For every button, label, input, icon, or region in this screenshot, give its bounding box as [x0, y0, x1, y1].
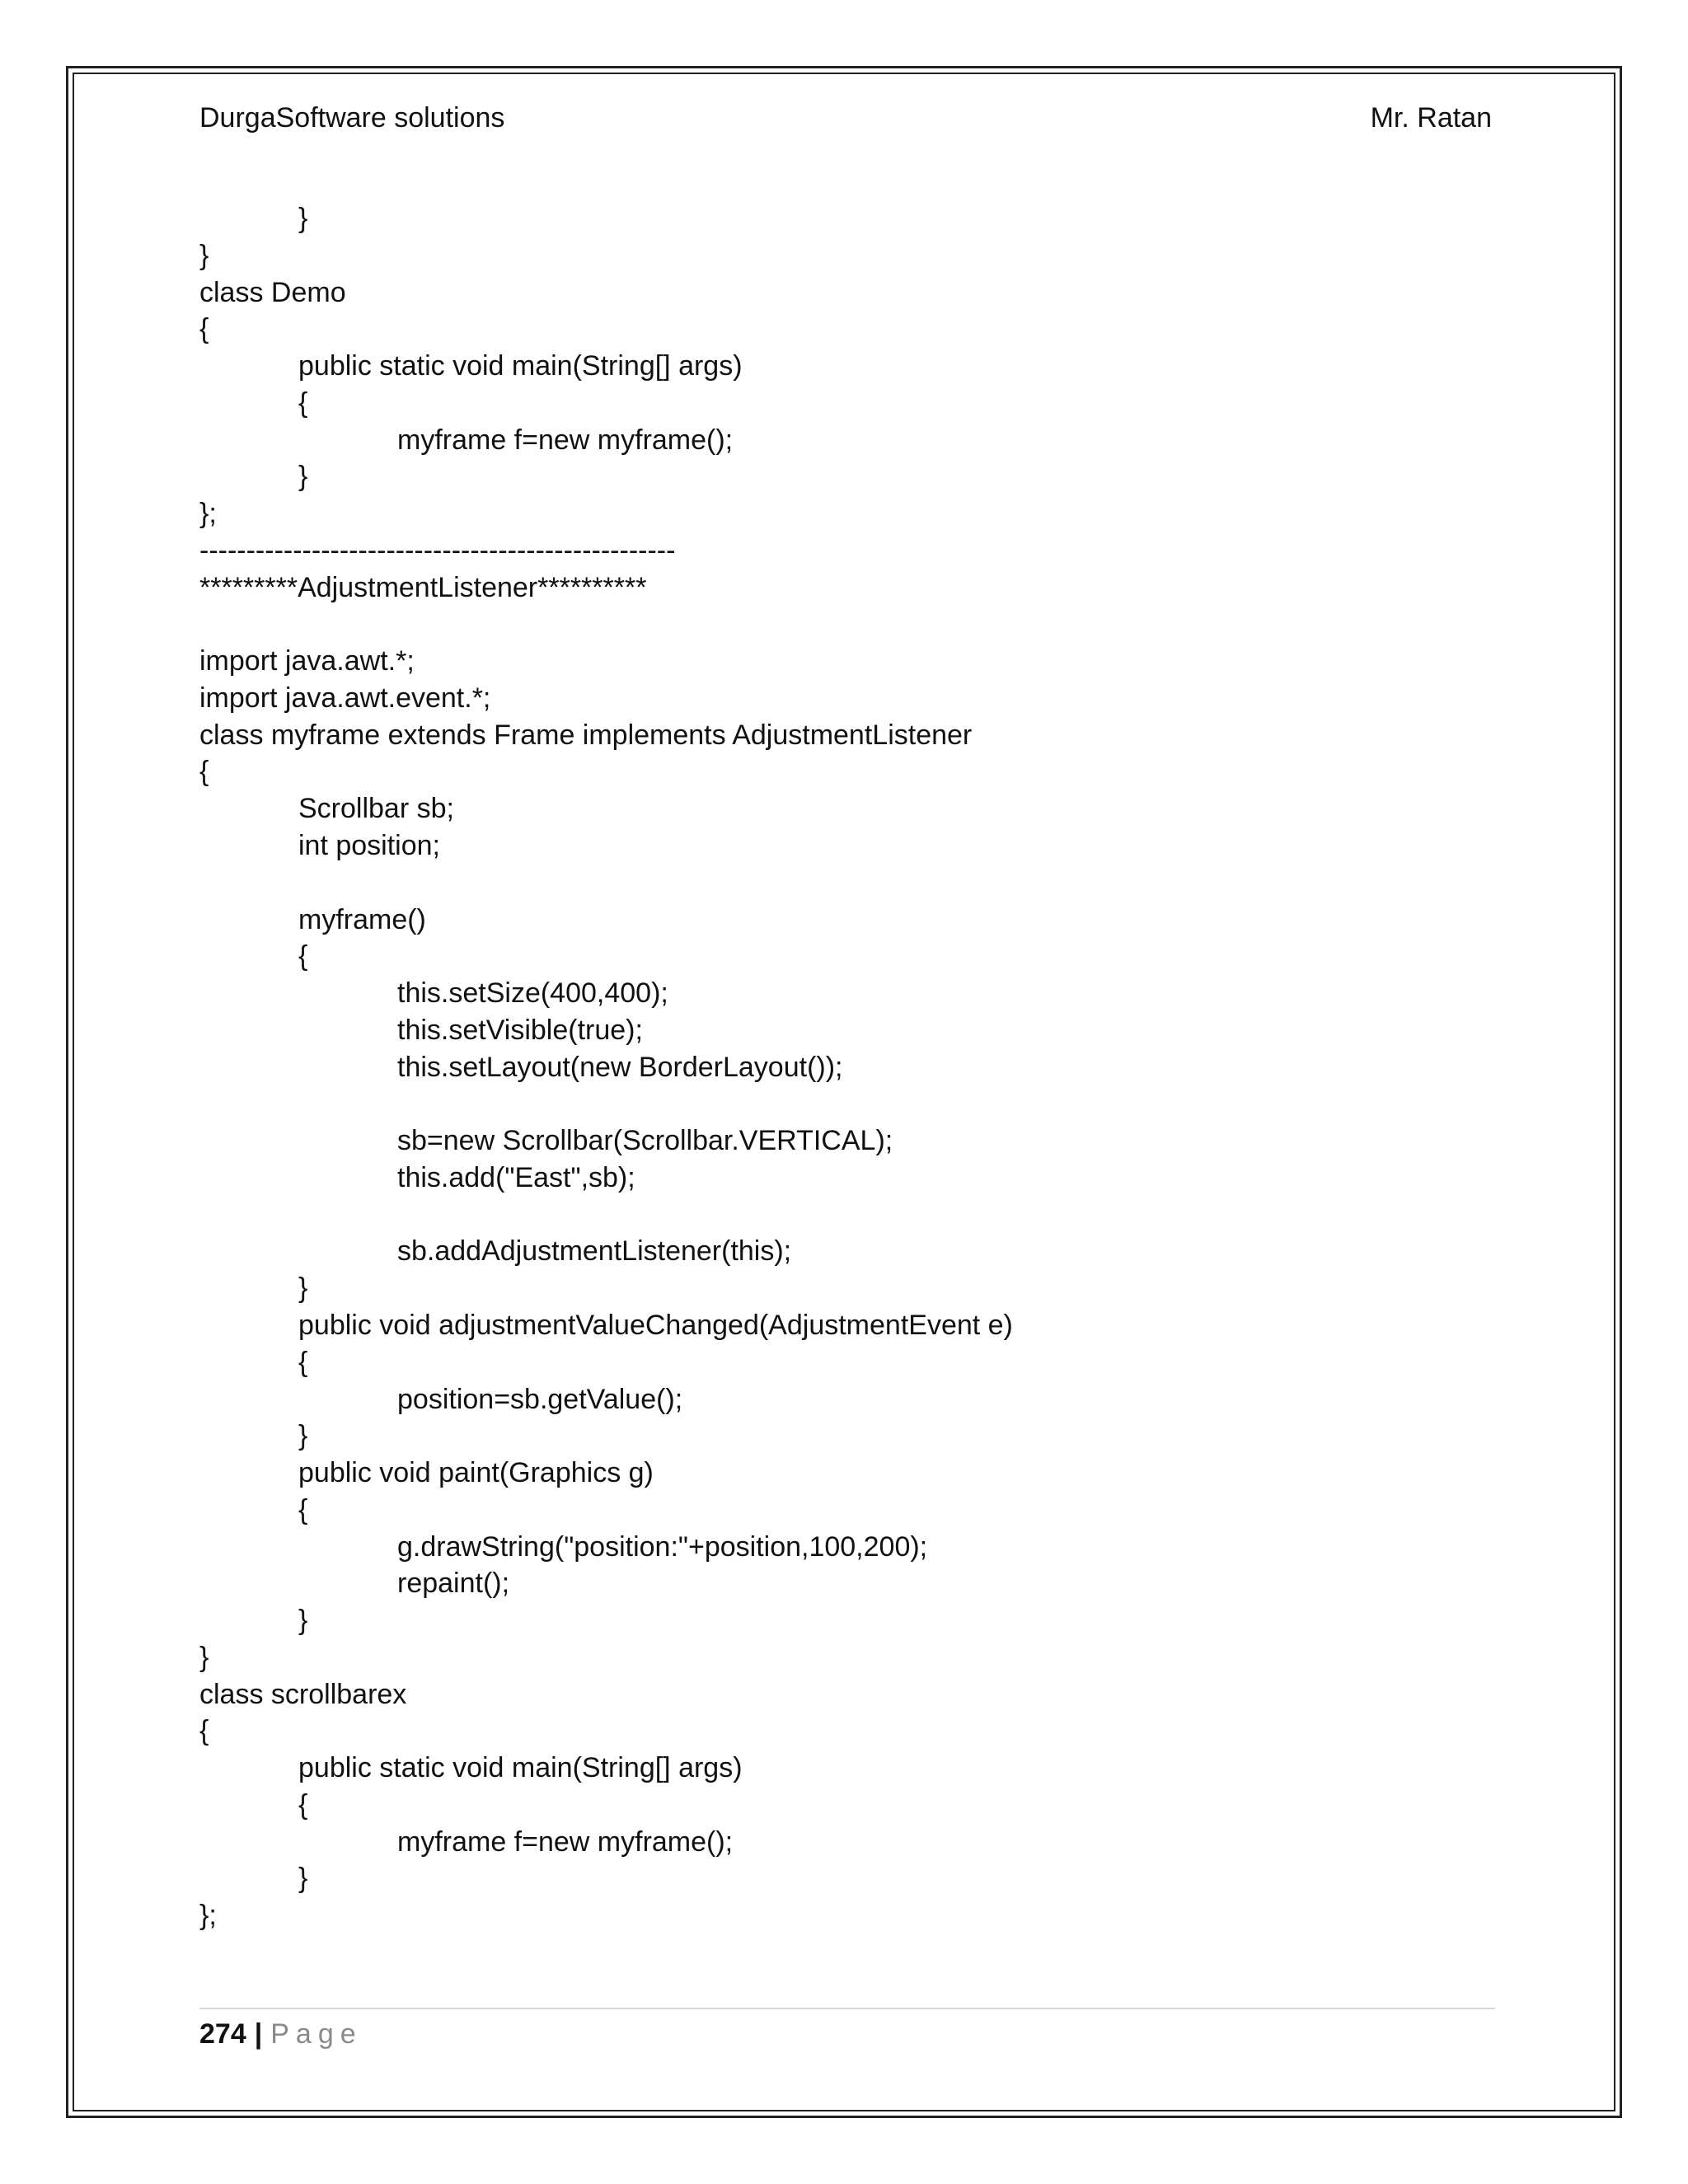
code-line: }; — [199, 1900, 217, 1932]
header-author: Mr. Ratan — [1370, 102, 1492, 134]
code-line: public void paint(Graphics g) — [298, 1457, 654, 1489]
code-line: this.setSize(400,400); — [397, 977, 668, 1010]
code-line: { — [298, 387, 308, 419]
code-line — [199, 606, 1485, 643]
code-line: this.add("East",sb); — [397, 1161, 635, 1193]
footer-divider — [199, 2008, 1495, 2009]
code-line: } — [298, 461, 308, 493]
code-listing — [199, 200, 1485, 1934]
code-line: } — [298, 1420, 308, 1452]
code-line: class Demo — [199, 276, 346, 308]
page-footer — [199, 2016, 363, 2052]
code-line: } — [298, 1272, 308, 1305]
page-label: Page — [270, 2018, 363, 2050]
code-line: this.setLayout(new BorderLayout()); — [397, 1051, 843, 1083]
code-line — [199, 865, 1485, 902]
code-line: position=sb.getValue(); — [397, 1383, 683, 1415]
code-line: class myframe extends Frame implements AdjustmentListener — [199, 719, 973, 751]
code-line: { — [298, 1493, 308, 1526]
code-line: { — [298, 1788, 308, 1821]
code-line: myframe() — [298, 903, 426, 935]
code-line: import java.awt.event.*; — [199, 682, 491, 714]
code-line: public void adjustmentValueChanged(AdjustmentEvent e) — [298, 1309, 1013, 1341]
page-separator: | — [254, 2018, 263, 2050]
code-line: } — [199, 1641, 209, 1673]
code-line: this.setVisible(true); — [397, 1014, 643, 1046]
code-line: --------------------------------------------------- — [199, 534, 676, 566]
code-line: }; — [199, 498, 217, 530]
code-line: *********AdjustmentListener********** — [199, 571, 647, 603]
code-line: { — [199, 1715, 209, 1747]
code-line: public static void main(String[] args) — [298, 1752, 743, 1784]
code-line: repaint(); — [397, 1568, 510, 1600]
code-line: } — [298, 203, 308, 234]
code-line: int position; — [298, 830, 440, 862]
code-line: } — [298, 1605, 308, 1637]
code-line: g.drawString("position:"+position,100,200); — [397, 1530, 928, 1563]
code-line: { — [298, 940, 308, 972]
code-line: class scrollbarex — [199, 1678, 407, 1710]
code-line: myframe f=new myframe(); — [397, 424, 734, 456]
page-number: 274 — [199, 2018, 246, 2050]
code-line: Scrollbar sb; — [298, 793, 454, 825]
code-line: } — [298, 1863, 308, 1895]
code-line: sb.addAdjustmentListener(this); — [397, 1235, 792, 1268]
code-line: { — [199, 756, 209, 788]
code-line — [199, 1197, 1485, 1234]
code-line — [199, 1085, 1485, 1122]
code-line: public static void main(String[] args) — [298, 350, 743, 382]
code-line: sb=new Scrollbar(Scrollbar.VERTICAL); — [397, 1125, 893, 1157]
code-line: { — [199, 313, 209, 345]
code-line: import java.awt.*; — [199, 645, 415, 677]
code-line: { — [298, 1346, 308, 1378]
code-line: myframe f=new myframe(); — [397, 1825, 734, 1858]
header-company: DurgaSoftware solutions — [199, 102, 505, 134]
code-line: } — [199, 239, 209, 271]
